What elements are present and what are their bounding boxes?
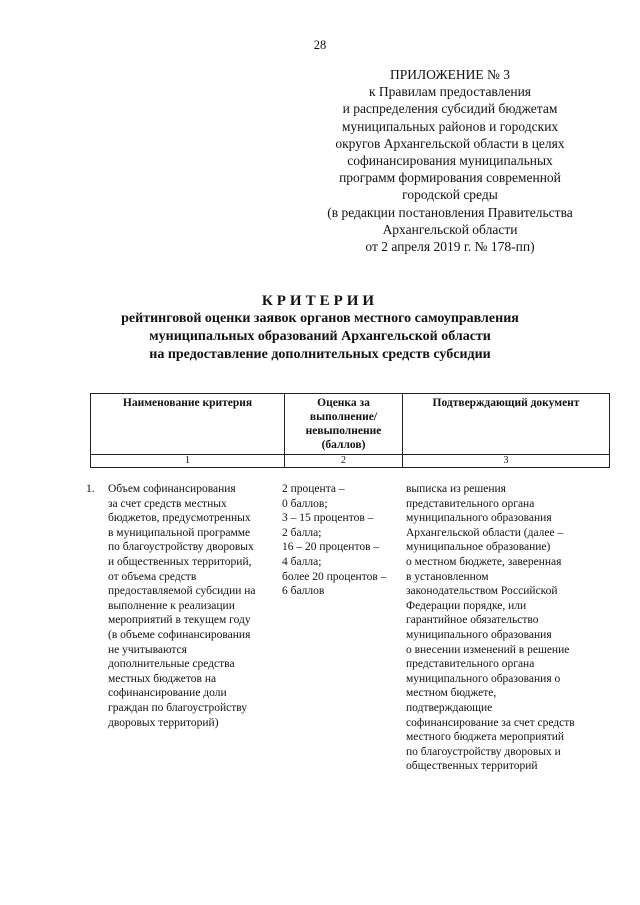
- column-number-row: [91, 455, 610, 468]
- criterion-line: мероприятий в текущем году: [108, 614, 251, 627]
- criterion-line: по благоустройству дворовых: [108, 541, 254, 554]
- criterion-line: софинансирование доли: [108, 687, 227, 700]
- appendix-line: программ формирования современной: [339, 170, 561, 186]
- appendix-line: городской среды: [402, 187, 498, 203]
- document-line: о внесении изменений в решение: [406, 643, 570, 656]
- criterion-line: (в объеме софинансирования: [108, 628, 251, 641]
- score-line: более 20 процентов –: [282, 570, 387, 583]
- document-line: местном бюджете,: [406, 687, 497, 700]
- document-line: местного бюджета мероприятий: [406, 731, 565, 744]
- appendix-line: ПРИЛОЖЕНИЕ № 3: [389, 67, 511, 82]
- document-line: муниципальное образование): [406, 541, 551, 554]
- score-line: 3 – 15 процентов –: [282, 512, 374, 525]
- header-criterion: Наименование критерия: [91, 394, 285, 455]
- document-line: муниципального образования о: [406, 672, 561, 685]
- appendix-line: к Правилам предоставления: [368, 84, 532, 100]
- header-score: Оценка за выполнение/ невыполнение (баллов): [285, 394, 403, 455]
- row-number: 1.: [86, 483, 95, 495]
- criterion-line: от объема средств: [108, 570, 197, 583]
- page-number: 28: [313, 38, 327, 52]
- document-line: подтверждающие: [406, 701, 493, 714]
- document-line: гарантийное обязательство: [406, 614, 539, 627]
- criterion-line: в муниципальной программе: [108, 526, 251, 539]
- document-line: законодательством Российской: [406, 585, 558, 598]
- document-line: о местном бюджете, заверенная: [406, 555, 562, 568]
- document-cell: [406, 482, 606, 774]
- criterion-line: местных бюджетов на: [108, 672, 217, 685]
- criterion-line: граждан по благоустройству: [108, 701, 248, 714]
- appendix-line: и распределения субсидий бюджетам: [342, 101, 558, 117]
- score-line: 2 балла;: [282, 526, 322, 539]
- document-line: по благоустройству дворовых и: [406, 745, 561, 758]
- criterion-line: и общественных территорий,: [108, 555, 252, 568]
- appendix-line: (в редакции постановления Правительства: [327, 204, 573, 220]
- score-cell: [282, 482, 400, 599]
- heading-subtitle-line: на предоставление дополнительных средств субсидии: [149, 347, 491, 362]
- document-line: Федерации порядке, или: [406, 599, 527, 612]
- document-line: представительного органа: [406, 497, 535, 510]
- heading-subtitle-line: рейтинговой оценки заявок органов местного самоуправления: [121, 311, 519, 326]
- document-line: общественных территорий: [406, 760, 538, 773]
- column-number: 1: [91, 455, 285, 468]
- document-line: представительного органа: [406, 658, 535, 671]
- document-line: выписка из решения: [406, 483, 506, 495]
- criterion-line: не учитываются: [108, 643, 187, 656]
- column-number: 3: [403, 455, 610, 468]
- criterion-line: за счет средств местных: [108, 497, 227, 510]
- criterion-line: предоставляемой субсидии на: [108, 585, 256, 598]
- criterion-line: Объем софинансирования: [108, 483, 236, 495]
- appendix-line: от 2 апреля 2019 г. № 178-пп): [365, 239, 535, 255]
- appendix-line: софинансирования муниципальных: [347, 153, 553, 169]
- score-line: 4 балла;: [282, 555, 322, 568]
- document-heading: [0, 292, 640, 364]
- document-line: муниципального образования: [406, 512, 552, 525]
- appendix-line: округов Архангельской области в целях: [335, 135, 565, 151]
- score-line: 16 – 20 процентов –: [282, 541, 380, 554]
- criteria-table: [90, 393, 610, 468]
- appendix-block: [300, 66, 600, 255]
- column-number: 2: [285, 455, 403, 468]
- document-line: Архангельской области (далее –: [406, 526, 564, 539]
- score-line: 2 процента –: [282, 483, 345, 495]
- heading-subtitle-line: муниципальных образований Архангельской области: [149, 329, 491, 344]
- score-line: 0 баллов;: [282, 497, 328, 510]
- criterion-line: бюджетов, предусмотренных: [108, 512, 251, 525]
- criterion-cell: [108, 482, 284, 730]
- heading-title: КРИТЕРИИ: [261, 293, 379, 309]
- appendix-line: Архангельской области: [382, 221, 518, 237]
- document-line: в установленном: [406, 570, 489, 583]
- criterion-line: дополнительные средства: [108, 658, 235, 671]
- document-line: софинансирование за счет средств: [406, 716, 575, 729]
- score-line: 6 баллов: [282, 585, 325, 598]
- header-document: Подтверждающий документ: [403, 394, 610, 455]
- criterion-line: выполнение к реализации: [108, 599, 235, 612]
- criterion-line: дворовых территорий): [108, 716, 219, 729]
- document-line: муниципального образования: [406, 628, 552, 641]
- table-header-row: [91, 394, 610, 455]
- appendix-line: муниципальных районов и городских: [341, 118, 559, 134]
